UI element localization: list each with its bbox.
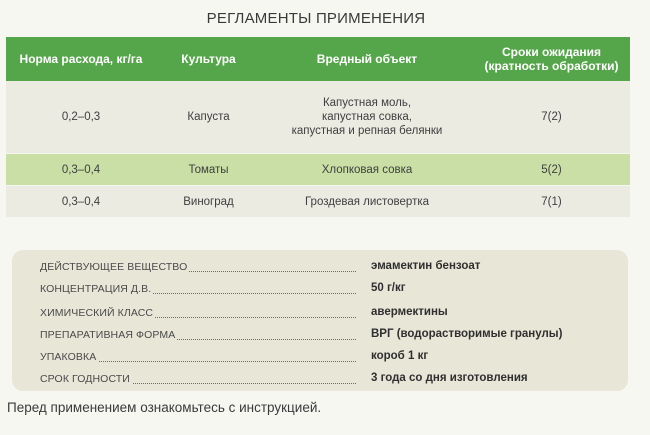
info-row-formulation bbox=[12, 326, 628, 346]
info-row-shelf-life bbox=[12, 370, 628, 390]
cell-crop: Виноград bbox=[156, 186, 261, 218]
header-rate: Норма расхода, кг/га bbox=[6, 37, 156, 81]
info-value: короб 1 кг bbox=[371, 350, 429, 362]
cell-wait: 5(2) bbox=[473, 154, 630, 186]
cell-wait: 7(1) bbox=[473, 186, 630, 218]
info-value: ВРГ (водорастворимые гранулы) bbox=[371, 328, 563, 340]
cell-rate: 0,3–0,4 bbox=[6, 186, 156, 218]
info-label: ХИМИЧЕСКИЙ КЛАСС bbox=[40, 307, 154, 319]
info-label: УПАКОВКА bbox=[40, 351, 97, 363]
header-wait: Сроки ожидания (кратность обработки) bbox=[473, 37, 630, 81]
product-info-panel bbox=[12, 250, 628, 391]
info-row-packaging bbox=[12, 348, 628, 368]
application-table bbox=[6, 37, 630, 217]
info-row-concentration bbox=[12, 280, 628, 300]
info-label: ДЕЙСТВУЮЩЕЕ ВЕЩЕСТВО bbox=[40, 261, 188, 273]
header-crop: Культура bbox=[156, 37, 261, 81]
cell-crop: Капуста bbox=[156, 81, 261, 154]
info-row-active-substance bbox=[12, 258, 628, 278]
cell-crop: Томаты bbox=[156, 154, 261, 186]
cell-wait: 7(2) bbox=[473, 81, 630, 154]
table-row bbox=[6, 154, 630, 186]
table-row bbox=[6, 186, 630, 218]
cell-pest: Капустная моль, капустная совка, капустная и репная белянки bbox=[261, 81, 473, 154]
page-title: РЕГЛАМЕНТЫ ПРИМЕНЕНИЯ bbox=[206, 10, 426, 27]
info-label: ПРЕПАРАТИВНАЯ ФОРМА bbox=[40, 329, 176, 341]
info-value: эмамектин бензоат bbox=[371, 260, 481, 272]
cell-rate: 0,3–0,4 bbox=[6, 154, 156, 186]
info-value: авермектины bbox=[371, 306, 448, 318]
table-row bbox=[6, 81, 630, 154]
cell-pest: Гроздевая листовертка bbox=[261, 186, 473, 218]
info-label: СРОК ГОДНОСТИ bbox=[40, 373, 130, 385]
info-row-chemical-class bbox=[12, 304, 628, 324]
cell-rate: 0,2–0,3 bbox=[6, 81, 156, 154]
info-value: 3 года со дня изготовления bbox=[371, 372, 528, 384]
footer-note: Перед применением ознакомьтесь с инструкцией. bbox=[7, 400, 322, 415]
info-label: КОНЦЕНТРАЦИЯ Д.В. bbox=[40, 283, 152, 295]
table-header-row bbox=[6, 37, 630, 81]
header-pest: Вредный объект bbox=[261, 37, 473, 81]
cell-pest: Хлопковая совка bbox=[261, 154, 473, 186]
info-value: 50 г/кг bbox=[371, 282, 406, 294]
